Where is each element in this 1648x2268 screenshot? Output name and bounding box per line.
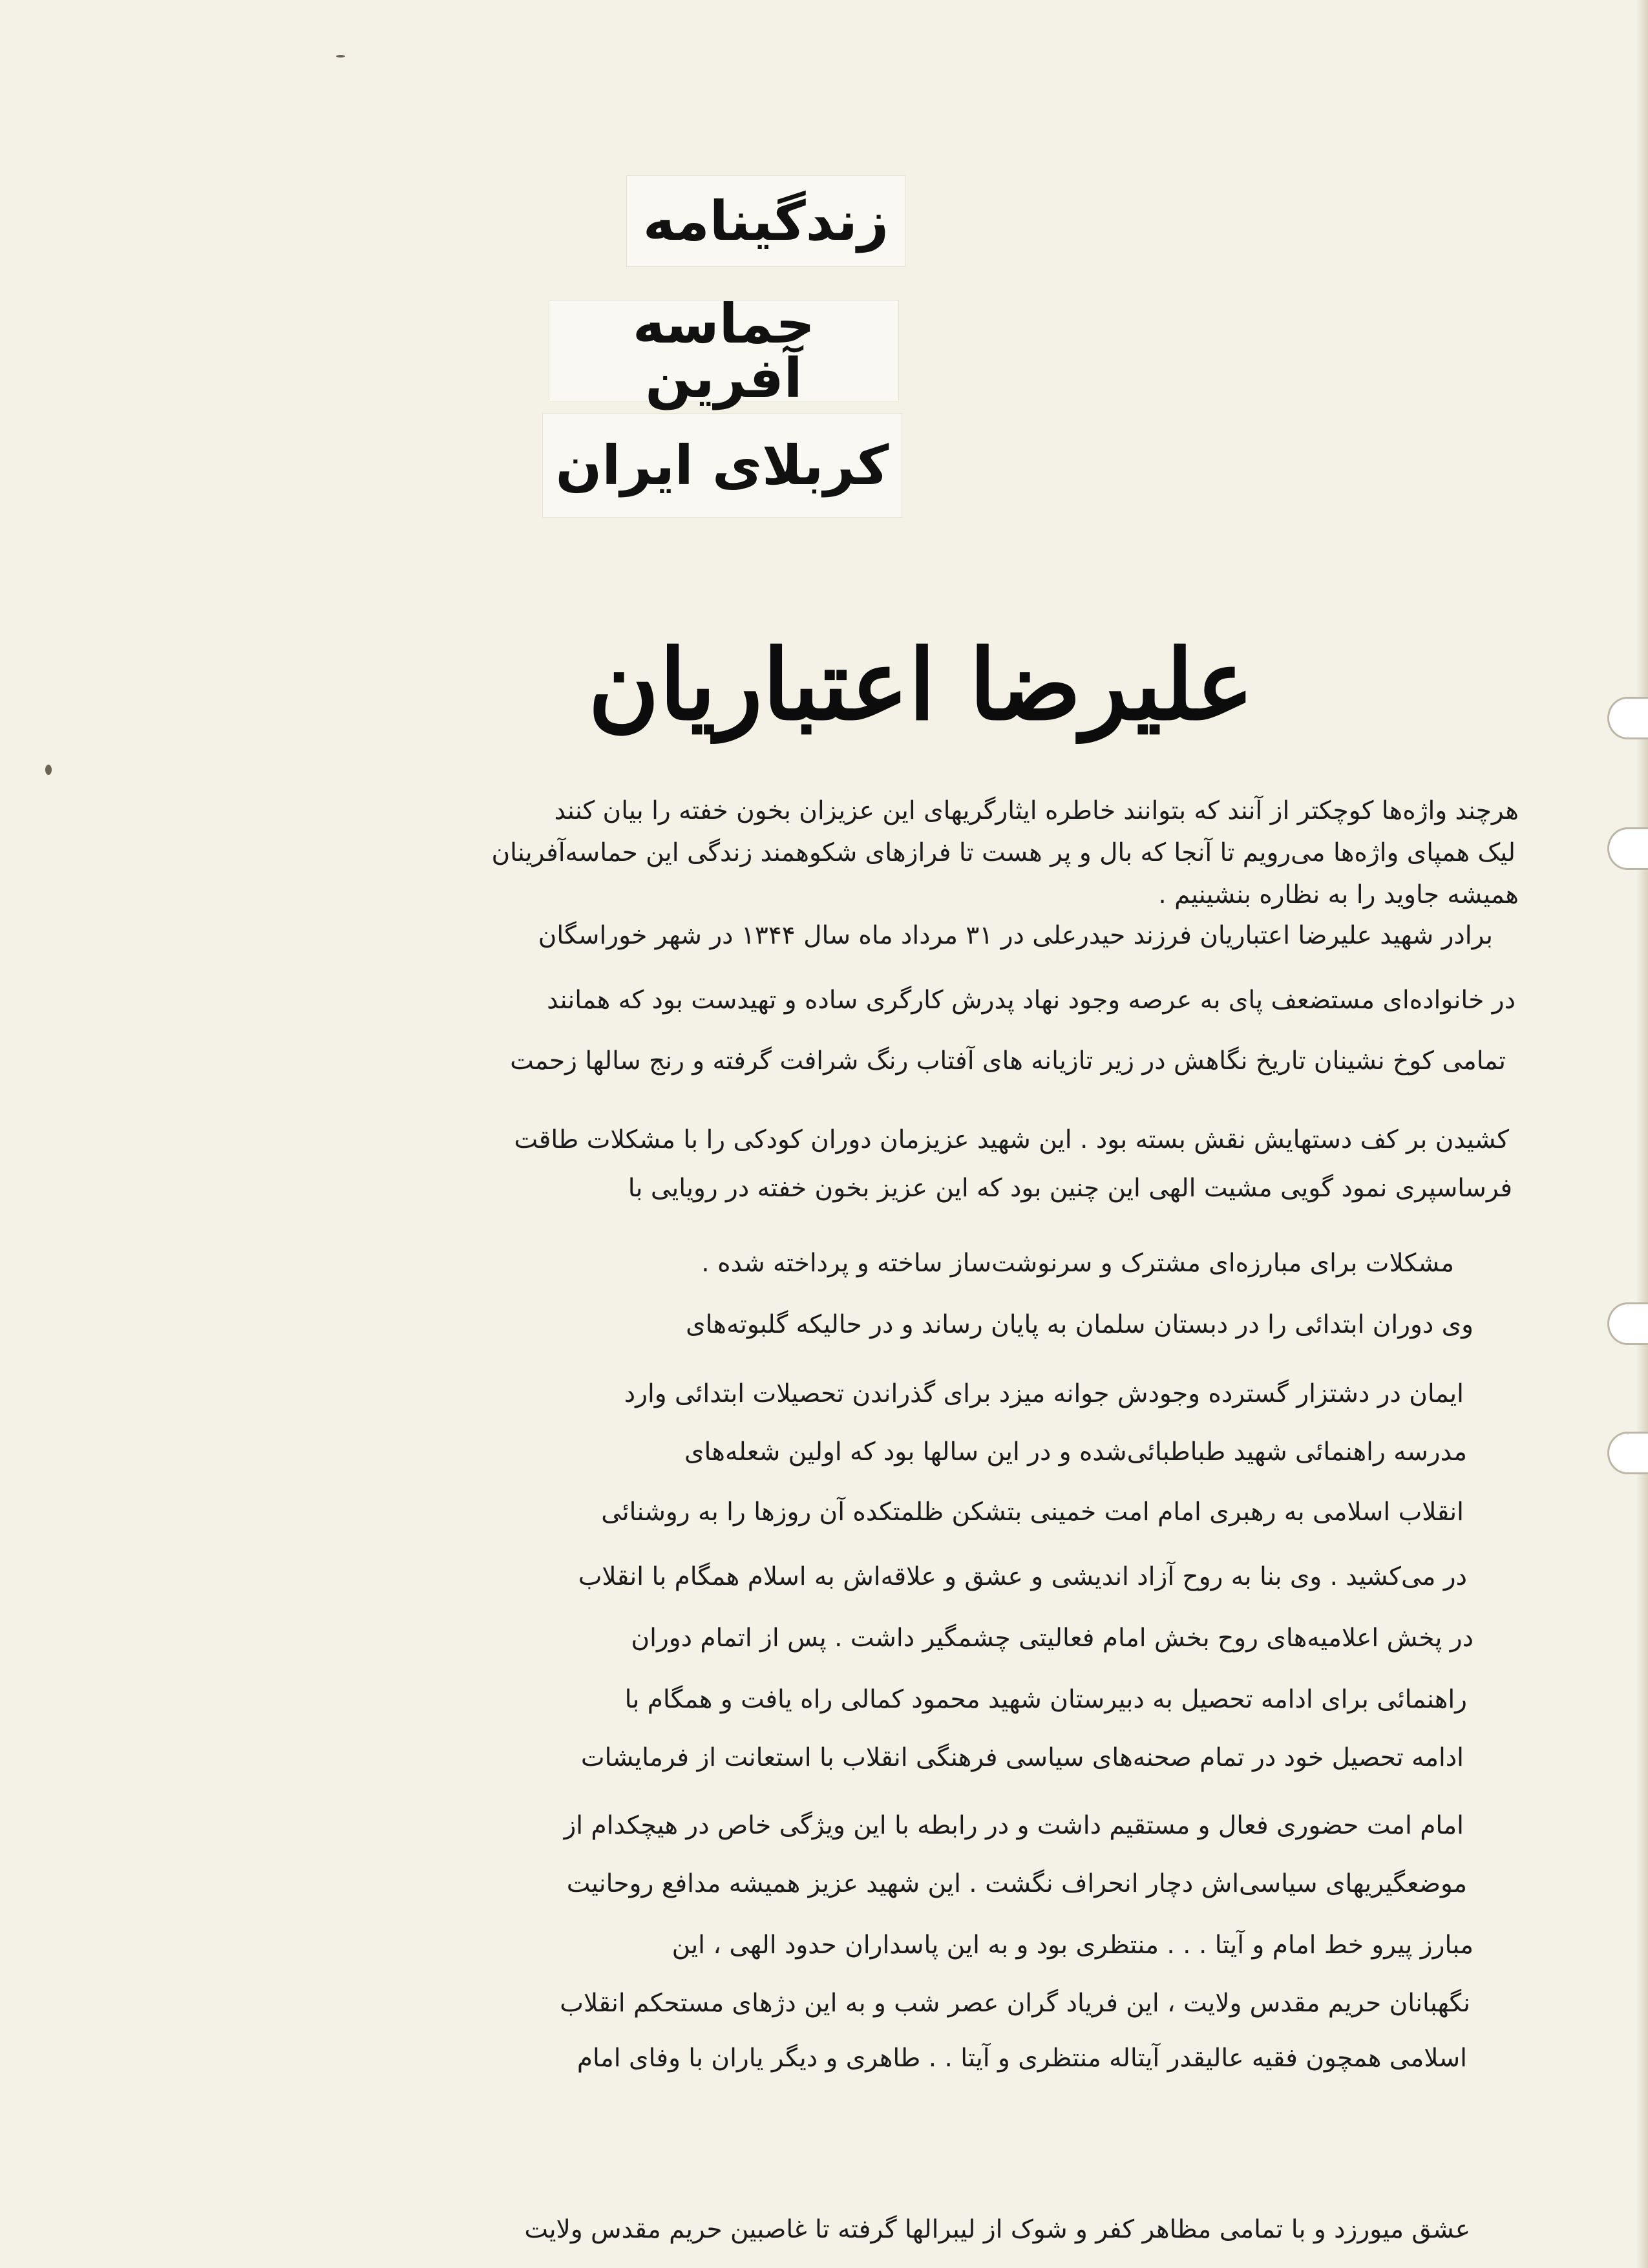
body-line-20: مبارز پیرو خط امام و آیتا . . . منتظری بود و به این پاسداران حدود الهی ، این (671, 1931, 1474, 1960)
body-line-7: کشیدن بر کف دستهایش نقش بسته بود . این شهید عزیزمان دوران کودکی را با مشکلات طاقت (514, 1125, 1509, 1154)
body-line-16: راهنمائی برای ادامه تحصیل به دبیرستان شهید محمود کمالی راه یافت و همگام با (624, 1685, 1467, 1714)
body-line-8: فرساسپری نمود گویی مشیت الهی این چنین بود که این عزیز بخون خفته در رویایی با (628, 1174, 1512, 1203)
punch-hole-4 (1607, 1432, 1648, 1474)
body-line-14: در می‌کشید . وی بنا به روح آزاد اندیشی و عشق و علاقه‌اش به اسلام همگام با انقلاب (578, 1562, 1467, 1591)
body-line-22: اسلامی همچون فقیه عالیقدر آیتاله منتظری و آیتا . . طاهری و دیگر یاران با وفای امام (576, 2044, 1467, 2073)
body-line-5: در خانواده‌ای مستضعف پای به عرصه وجود نهاد پدرش کارگری ساده و تهیدست بود که همانند (547, 986, 1516, 1015)
body-line-11: ایمان در دشتزار گسترده وجودش جوانه میزد برای گذراندن تحصیلات ابتدائی وارد (624, 1379, 1464, 1408)
body-line-1: هرچند واژه‌ها کوچکتر از آنند که بتوانند خاطره ایثارگریهای این عزیزان بخون خفته را بیان کنند (554, 796, 1519, 825)
punch-hole-3 (1607, 1302, 1648, 1345)
body-line-6: تمامی کوخ نشینان تاریخ نگاهش در زیر تازیانه های آفتاب رنگ شرافت گرفته و رنج سالها زحمت (510, 1046, 1506, 1076)
body-line-12: مدرسه راهنمائی شهید طباطبائی‌شده و در این سالها بود که اولین شعله‌های (684, 1437, 1467, 1467)
body-line-3: همیشه جاوید را به نظاره بنشینیم . (1158, 880, 1519, 909)
body-line-15: در پخش اعلامیه‌های روح بخش امام فعالیتی چشمگیر داشت . پس از اتمام دوران (631, 1624, 1474, 1653)
title-karbalaye-iran: کربلای ایران (543, 414, 902, 517)
title-biography: زندگینامه (627, 176, 905, 266)
body-line-17: ادامه تحصیل خود در تمام صحنه‌های سیاسی فرهنگی انقلاب با استعانت از فرمایشات (580, 1743, 1464, 1772)
body-line-18: امام امت حضوری فعال و مستقیم داشت و در رابطه با این ویژگی خاص در هیچکدام از (564, 1811, 1464, 1840)
body-line-2: لیک همپای واژه‌ها می‌رویم تا آنجا که بال و پر هست تا فرازهای شکوهمند زندگی این حماسه‌آفرینان (491, 838, 1516, 867)
body-line-23: عشق میورزد و با تمامی مظاهر کفر و شوک از لیبرالها گرفته تا غاصبین حریم مقدس ولایت (524, 2215, 1470, 2244)
body-line-10: وی دوران ابتدائی را در دبستان سلمان به پایان رساند و در حالیکه گلبوته‌های (686, 1310, 1474, 1339)
body-line-4: برادر شهید علیرضا اعتباریان فرزند حیدرعلی در ۳۱ مرداد ماه سال ۱۳۴۴ در شهر خوراسگان (538, 921, 1493, 950)
page-edge-shadow (1636, 0, 1648, 2268)
body-line-19: موضعگیریهای سیاسی‌اش دچار انحراف نگشت . این شهید عزیز همیشه مدافع روحانیت (566, 1869, 1467, 1898)
punch-hole-2 (1607, 827, 1648, 870)
martyr-name-heading: علیرضا اعتباریان (588, 628, 1254, 742)
ink-speck (336, 55, 345, 58)
body-line-21: نگهبانان حریم مقدس ولایت ، این فریاد گران عصر شب و به این دژهای مستحکم انقلاب (560, 1989, 1470, 2018)
ink-speck (45, 765, 52, 775)
body-line-9: مشکلات برای مبارزه‌ای مشترک و سرنوشت‌ساز ساخته و پرداخته شده . (701, 1249, 1454, 1278)
punch-hole-1 (1607, 697, 1648, 739)
title-hamase-afarin: حماسه آفرین (549, 301, 898, 401)
body-line-13: انقلاب اسلامی به رهبری امام امت خمینی بتشکن ظلمتکده آن روزها را به روشنائی (601, 1498, 1464, 1527)
